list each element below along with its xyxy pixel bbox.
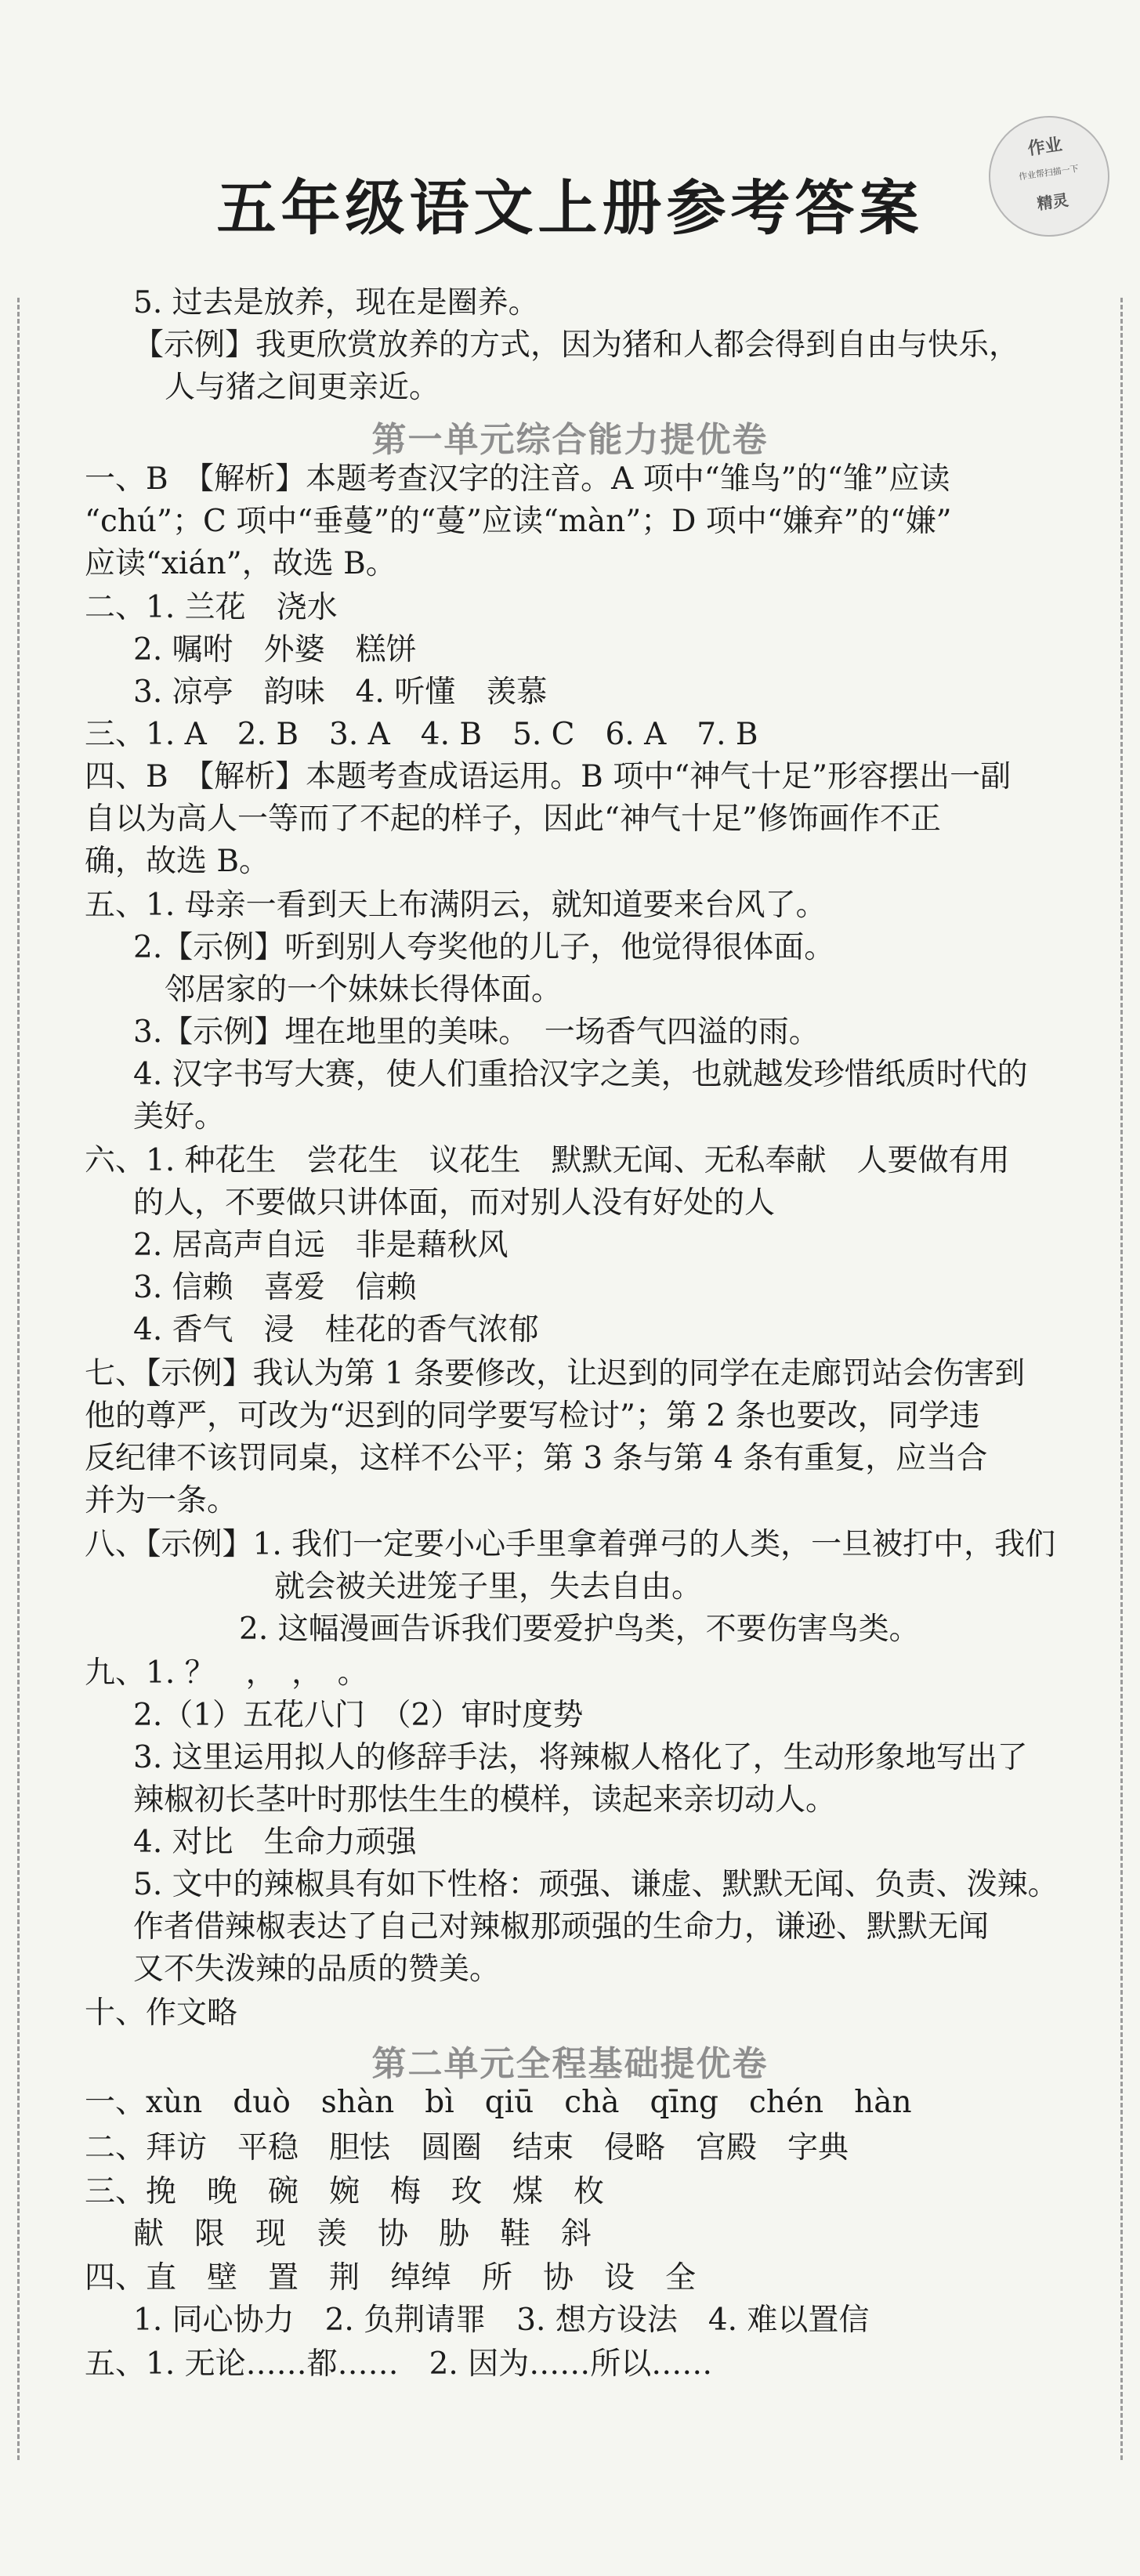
answer-line: 他的尊严，可改为“迟到的同学要写检讨”；第 2 条也要改，同学违 [85,1398,980,1434]
stamp-middle-text: 作业帮扫描一下 [1018,163,1080,183]
answer-line: 应读“xián”，故选 B。 [85,546,396,581]
answer-line: 【示例】我更欣赏放养的方式，因为猪和人都会得到自由与快乐， [133,327,1020,363]
answer-line: 一、xùn duò shàn bì qiū chà qīng chén hàn [85,2085,912,2120]
answer-line: 邻居家的一个妹妹长得体面。 [165,972,563,1008]
answer-line: 1. 同心协力 2. 负荆请罪 3. 想方设法 4. 难以置信 [133,2303,870,2338]
answer-line: 七、【示例】我认为第 1 条要修改，让迟到的同学在走廊罚站会伤害到 [85,1356,1026,1391]
answer-line: 并为一条。 [85,1483,238,1518]
answer-line: 辣椒初长茎叶时那怯生生的模样，读起来亲切动人。 [133,1782,837,1818]
answer-line: 又不失泼辣的品质的赞美。 [133,1952,501,1987]
answer-line: 5. 文中的辣椒具有如下性格：顽强、谦虚、默默无闻、负责、泼辣。 [133,1867,1059,1902]
answer-line: 2.【示例】听到别人夸奖他的儿子，他觉得很体面。 [133,930,835,965]
answer-line: 2. 居高声自远 非是藉秋风 [133,1228,508,1263]
answer-line: 二、1. 兰花 浇水 [85,590,338,625]
answer-line: 2.（1）五花八门 （2）审时度势 [133,1698,584,1733]
answer-line: 确，故选 B。 [85,844,270,879]
answer-line: 美好。 [133,1099,226,1134]
section-heading: 第二单元全程基础提优卷 [371,2044,769,2084]
answer-line: 4. 对比 生命力顽强 [133,1825,417,1860]
answer-line: 五、1. 母亲一看到天上布满阴云，就知道要来台风了。 [85,888,827,923]
page-title: 五年级语文上册参考答案 [216,173,924,243]
stamp-top-text: 作业 [1026,135,1064,160]
answer-line: 3. 这里运用拟人的修辞手法，将辣椒人格化了，生动形象地写出了 [133,1740,1028,1775]
answer-line: 二、拜访 平稳 胆怯 圆圈 结束 侵略 宫殿 字典 [85,2130,849,2165]
answer-line: 就会被关进笼子里，失去自由。 [274,1569,703,1605]
answer-line: 人与猪之间更亲近。 [165,370,440,405]
answer-line: 4. 香气 浸 桂花的香气浓郁 [133,1312,539,1348]
stamp-bottom-text: 精灵 [1036,190,1070,214]
left-dashed-border [17,298,20,2460]
answer-line: 5. 过去是放养，现在是圈养。 [133,285,539,320]
answer-line: 五、1. 无论……都…… 2. 因为……所以…… [85,2346,713,2382]
answer-line: 十、作文略 [85,1995,238,2031]
answer-line: 四、直 壁 置 荆 绰绰 所 协 设 全 [85,2260,697,2296]
answer-line: 反纪律不该罚同桌，这样不公平；第 3 条与第 4 条有重复，应当合 [85,1441,988,1476]
answer-line: 3.【示例】埋在地里的美味。 一场香气四溢的雨。 [133,1015,820,1050]
answer-line: 三、1. A 2. B 3. A 4. B 5. C 6. A 7. B [85,717,758,752]
answer-line: 4. 汉字书写大赛，使人们重拾汉字之美，也就越发珍惜纸质时代的 [133,1057,1028,1092]
answer-line: 的人，不要做只讲体面，而对别人没有好处的人 [133,1185,776,1221]
answer-line: 2. 这幅漫画告诉我们要爱护鸟类，不要伤害鸟类。 [239,1612,920,1647]
answer-line: 自以为高人一等而了不起的样子，因此“神气十足”修饰画作不正 [85,801,941,837]
answer-line: 作者借辣椒表达了自己对辣椒那顽强的生命力，谦逊、默默无闻 [133,1909,990,1945]
right-dashed-border [1120,298,1123,2460]
answer-line: “chú”；C 项中“垂蔓”的“蔓”应读“màn”；D 项中“嫌弃”的“嫌” [85,504,952,539]
answer-line: 3. 信赖 喜爱 信赖 [133,1270,417,1305]
section-heading: 第一单元综合能力提优卷 [371,420,769,460]
answer-line: 八、【示例】1. 我们一定要小心手里拿着弹弓的人类，一旦被打中，我们 [85,1527,1056,1562]
answer-line: 2. 嘱咐 外婆 糕饼 [133,632,417,668]
answer-line: 九、1. ？ ， ， 。 [85,1655,368,1691]
answer-line: 3. 凉亭 韵味 4. 听懂 羡慕 [133,675,548,710]
answer-line: 一、B 【解析】本题考查汉字的注音。A 项中“雏鸟”的“雏”应读 [85,461,950,497]
answer-line: 四、B 【解析】本题考查成语运用。B 项中“神气十足”形容摆出一副 [85,759,1012,794]
answer-line: 六、1. 种花生 尝花生 议花生 默默无闻、无私奉献 人要做有用 [85,1143,1010,1178]
answer-line: 献 限 现 羡 协 胁 鞋 斜 [133,2216,592,2252]
answer-line: 三、挽 晚 碗 婉 梅 玫 煤 枚 [85,2174,605,2209]
